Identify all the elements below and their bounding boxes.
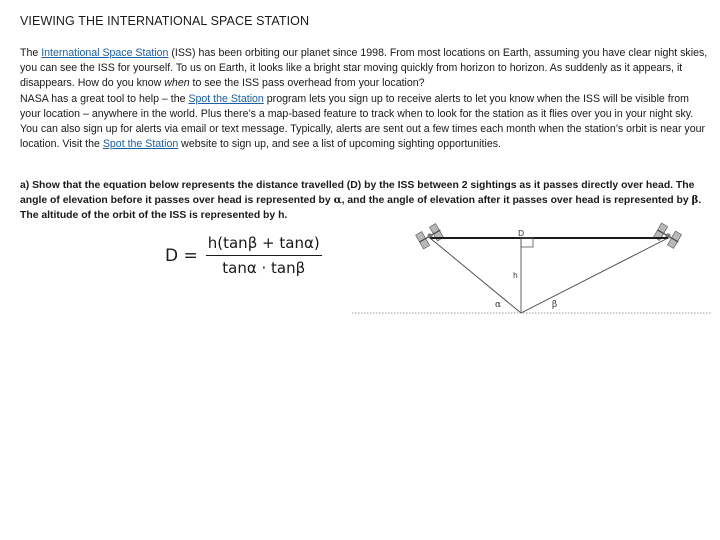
question-altitude-line: The altitude of the orbit of the ISS is represented by h. [20,210,288,222]
text-segment: , and the angle of elevation after it passes over head is represented by [341,195,692,207]
text-segment: You can also sign up for alerts via email or text message. Typically, alerts are sent out a few times each month when the station’s orbit is near your location. Visit the [20,123,706,151]
intro-paragraph-3 [20,122,710,152]
text-segment: The [20,47,42,59]
beta-symbol: β [691,194,699,207]
formula-fraction [206,234,322,277]
text-segment: (ISS) has been orbiting our planet since 1998. From most locations on Earth, assuming you have clear night skies, you can see the ISS for yourself. To us on Earth, it looks like a bright star moving quickly from horizon to horizon. As suddenly as it appears, it disappears. How do you know [20,47,708,90]
sightline-before [430,238,521,313]
sightline-after [521,238,668,313]
question-a [20,178,710,224]
label-alpha: α [495,300,502,310]
text-segment: a) Show that the equation below represents the distance travelled (D) by the ISS between 2 sightings as it passes directly over head. The angle of elevation before it passes over head is represented by [20,180,695,207]
label-d: D [518,229,525,238]
label-h: h [513,271,518,280]
question-paragraph [20,178,710,208]
text-segment: . [698,195,702,207]
intro-paragraph-1 [20,46,710,92]
formula-denominator: tanα · tanβ [222,259,306,277]
spot-the-station-website-link[interactable]: Spot the Station [102,138,179,151]
text-segment: to see the ISS pass overhead from your location? [189,77,425,90]
label-beta: β [552,300,558,310]
distance-formula [165,234,322,277]
formula-numerator: h(tanβ + tanα) [206,234,322,256]
iss-satellite-right-icon [654,223,682,248]
iss-diagram [350,218,715,318]
right-angle-mark [521,238,533,247]
text-segment: program lets you sign up to receive alerts to let you know when the ISS will be visible from your location – anywhere in the world. Plus there’s a map-based feature to track when to look for the station as it flies over you in your night sky. [20,92,694,120]
page-title: VIEWING THE INTERNATIONAL SPACE STATION [20,14,310,28]
formula-lhs: D = [165,245,198,266]
intro-paragraph-2 [20,92,710,122]
intro-text [20,46,710,152]
text-segment: website to sign up, and see a list of upcoming sighting opportunities. [178,138,501,151]
text-segment: NASA has a great tool to help – the [20,92,189,105]
alpha-symbol: α [333,194,342,207]
emphasis-when: when [164,77,190,90]
spot-the-station-link[interactable]: Spot the Station [188,92,264,105]
iss-link[interactable]: International Space Station [41,47,169,59]
